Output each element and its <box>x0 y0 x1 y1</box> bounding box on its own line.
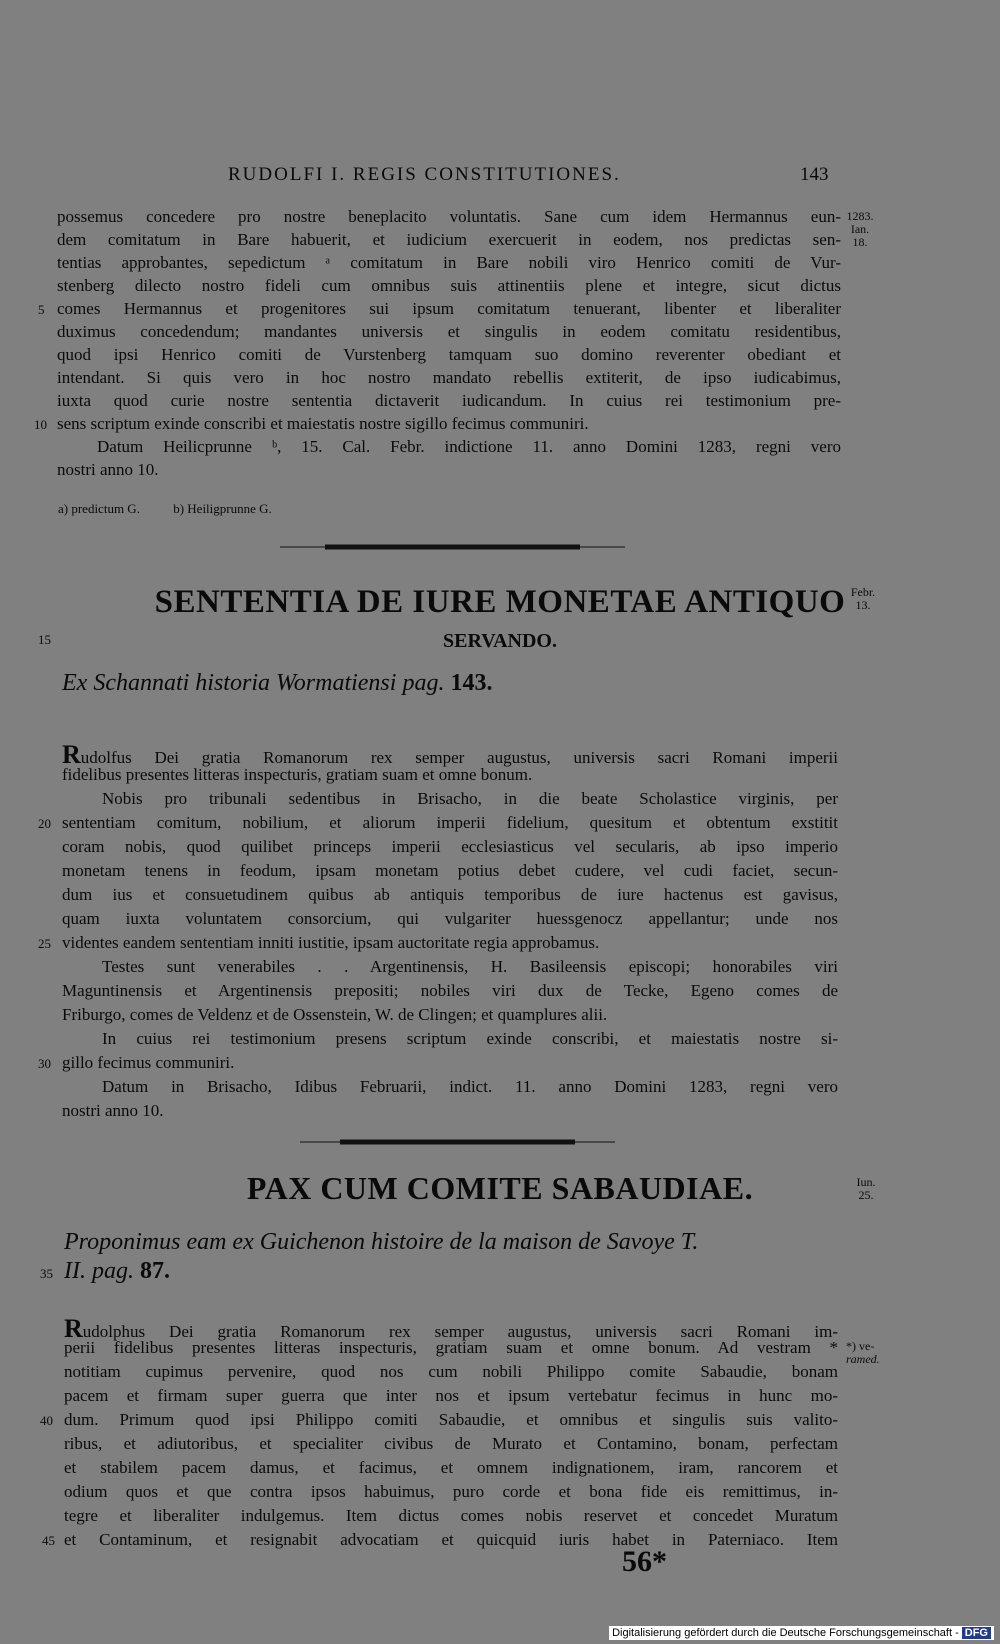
source-text: Ex Schannati historia Wormatiensi pag. <box>62 670 445 696</box>
text-line: pacem et firmam super guerra que inter nos et ipsum vertebatur fecimus in hunc mo- <box>64 1386 838 1405</box>
margin-note-line: ramed. <box>846 1352 880 1366</box>
section-title: PAX CUM COMITE SABAUDIAE. <box>246 1170 754 1206</box>
margin-date-month: Ian. <box>850 222 870 236</box>
text-line: quam iuxta voluntatem consorcium, qui vulgariter huessgenocz appellantur; unde nos <box>62 909 838 928</box>
text-line: monetam tenens in feodum, ipsam monetam potius debet cudere, vel cudi faciet, secun- <box>62 861 838 880</box>
source-page: 87. <box>139 1258 170 1284</box>
margin-date-1 <box>840 210 880 249</box>
running-title: RUDOLFI I. REGIS CONSTITUTIONES. <box>228 164 621 185</box>
footnote-a: a) predictum G. <box>58 501 140 516</box>
line-number: 5 <box>38 302 45 317</box>
text-line: quod ipsi Henrico comiti de Vurstenberg tamquam suo domino reverenter obediant et <box>57 345 841 364</box>
line-number: 25 <box>38 936 51 951</box>
margin-date-year: 1283. <box>846 209 874 223</box>
line-number: 40 <box>40 1413 53 1428</box>
text-line: fidelibus presentes litteras inspecturis, gratiam suam et omne bonum. <box>62 765 533 784</box>
text-line: nostri anno 10. <box>57 460 159 479</box>
initial-letter: R <box>62 740 81 769</box>
source-page: 143. <box>450 670 493 696</box>
margin-date-month: Iun. <box>856 1175 876 1189</box>
footnote-b: b) Heiligprunne G. <box>173 501 272 516</box>
text-line: duximus concedendum; mandantes universis et singulis in eodem comitatu residentibus, <box>57 322 841 341</box>
line-number: 15 <box>38 632 51 647</box>
margin-date-day: 18. <box>852 235 868 249</box>
text-line: intendant. Si quis vero in hoc nostro mandato rebellis extiterit, de ipso iudicabimus, <box>57 368 841 387</box>
text-line: stenberg dilecto nostro fideli cum omnibus suis attinentiis plene et integre, sicut dictus <box>57 276 841 295</box>
text-line: gillo fecimus communiri. <box>62 1053 235 1072</box>
text-line: et Contaminum, et resignabit advocatiam et quicquid iuris habet in Paterniaco. Item <box>64 1530 838 1549</box>
page-number: 143 <box>800 164 829 185</box>
text-line: iuxta quod curie nostre sententia dictaverit iudicandum. In cuius rei testimonium pre- <box>57 391 841 410</box>
text-line-rest: udolfus Dei gratia Romanorum rex semper augustus, universis sacri Romani imperii <box>80 748 838 767</box>
line-number: 10 <box>34 417 47 432</box>
margin-date-2 <box>843 586 883 612</box>
text-line: comes Hermannus et progenitores sui ipsum comitatum tenuerant, libenter et liberaliter <box>57 299 841 318</box>
text-line: tegre et liberaliter indulgemus. Item dictus comes nobis reservet et concedet Muratum <box>64 1506 838 1525</box>
text-line: et stabilem pacem damus, et facimus, et omnem indignationem, iram, rancorem et <box>64 1458 838 1477</box>
text-line: In cuius rei testimonium presens scriptum exinde conscribi, et maiestatis nostre si- <box>102 1029 838 1048</box>
text-line: tentias approbantes, sepedictum ᵃ comitatum in Bare nobili viro Henrico comiti de Vur- <box>57 253 841 272</box>
text-line: sententiam comitum, nobilium, et aliorum imperii fidelium, quesitum et obtentum exstitit <box>62 813 838 832</box>
margin-date-day: 13. <box>855 598 871 612</box>
dfg-logo: DFG <box>962 1627 991 1639</box>
margin-date-day: 25. <box>858 1188 874 1202</box>
line-number: 20 <box>38 816 51 831</box>
text-line: odium quos et que contra ipsos habuimus, puro corde et bona fide eis remittimus, in- <box>64 1482 838 1501</box>
text-line: coram nobis, quod quilibet princeps imperii ecclesiasticus vel secularis, ab ipso imperio <box>62 837 838 856</box>
text-line: sens scriptum exinde conscribi et maiestatis nostre sigillo fecimus communiri. <box>57 414 589 433</box>
text-line: nostri anno 10. <box>62 1101 164 1120</box>
line-number: 35 <box>40 1266 53 1281</box>
text-line-rest: udolphus Dei gratia Romanorum rex semper augustus, universis sacri Romani im- <box>82 1322 838 1341</box>
section-title-continued: SERVANDO. <box>443 630 557 652</box>
dfg-notice-text: Digitalisierung gefördert durch die Deutsche Forschungsgemeinschaft - <box>612 1627 959 1639</box>
section-rule <box>280 543 625 551</box>
margin-note-line: *) ve- <box>846 1339 875 1353</box>
text-line: dum ius et consuetudinem quibus ab antiquis temporibus de iure hactenus est gavisus, <box>62 885 838 904</box>
margin-date-3 <box>846 1176 886 1202</box>
source-citation-continued <box>64 1258 170 1285</box>
footnotes <box>58 501 302 517</box>
margin-date-month: Febr. <box>850 585 876 599</box>
signature-mark: 56* <box>622 1545 667 1578</box>
text-line: Friburgo, comes de Veldenz et de Ossenstein, W. de Clingen; et quamplures alii. <box>62 1005 608 1024</box>
source-citation <box>62 670 492 697</box>
line-number: 30 <box>38 1056 51 1071</box>
text-line: perii fidelibus presentes litteras inspecturis, gratiam suam et omne bonum. Ad vestram * <box>64 1338 838 1357</box>
text-line: Testes sunt venerabiles . . Argentinensis, H. Basileensis episcopi; honorabiles viri <box>102 957 838 976</box>
source-text: II. pag. <box>64 1258 134 1284</box>
text-line: Datum Heilicprunne ᵇ, 15. Cal. Febr. indictione 11. anno Domini 1283, regni vero <box>97 437 841 456</box>
text-line: dem comitatum in Bare habuerit, et iudicium exercuerit in eodem, nos predictas sen- <box>57 230 841 249</box>
initial-letter: R <box>64 1314 83 1343</box>
margin-note <box>846 1340 892 1366</box>
text-line: Maguntinensis et Argentinensis prepositi; nobiles viri dux de Tecke, Egeno comes de <box>62 981 838 1000</box>
text-line: videntes eandem sententiam inniti iustitie, ipsam auctoritate regia approbamus. <box>62 933 600 952</box>
text-line: possemus concedere pro nostre beneplacito voluntatis. Sane cum idem Hermannus eun- <box>57 207 841 226</box>
source-citation: Proponimus eam ex Guichenon histoire de la maison de Savoye T. <box>64 1229 699 1255</box>
text-line: dum. Primum quod ipsi Philippo comiti Sabaudie, et omnibus et singulis suis valito- <box>64 1410 838 1429</box>
dfg-notice <box>609 1626 994 1640</box>
text-line: notitiam cupimus pervenire, quod nos cum nobili Philippo comite Sabaudie, bonam <box>64 1362 838 1381</box>
section-rule <box>300 1138 615 1146</box>
text-line: Datum in Brisacho, Idibus Februarii, indict. 11. anno Domini 1283, regni vero <box>102 1077 838 1096</box>
text-line: Nobis pro tribunali sedentibus in Brisacho, in die beate Scholastice virginis, per <box>102 789 838 808</box>
text-line: ribus, et adiutoribus, et specialiter civibus de Murato et Contamino, bonam, perfectam <box>64 1434 838 1453</box>
section-title: SENTENTIA DE IURE MONETAE ANTIQUO <box>154 584 846 620</box>
line-number: 45 <box>42 1533 55 1548</box>
